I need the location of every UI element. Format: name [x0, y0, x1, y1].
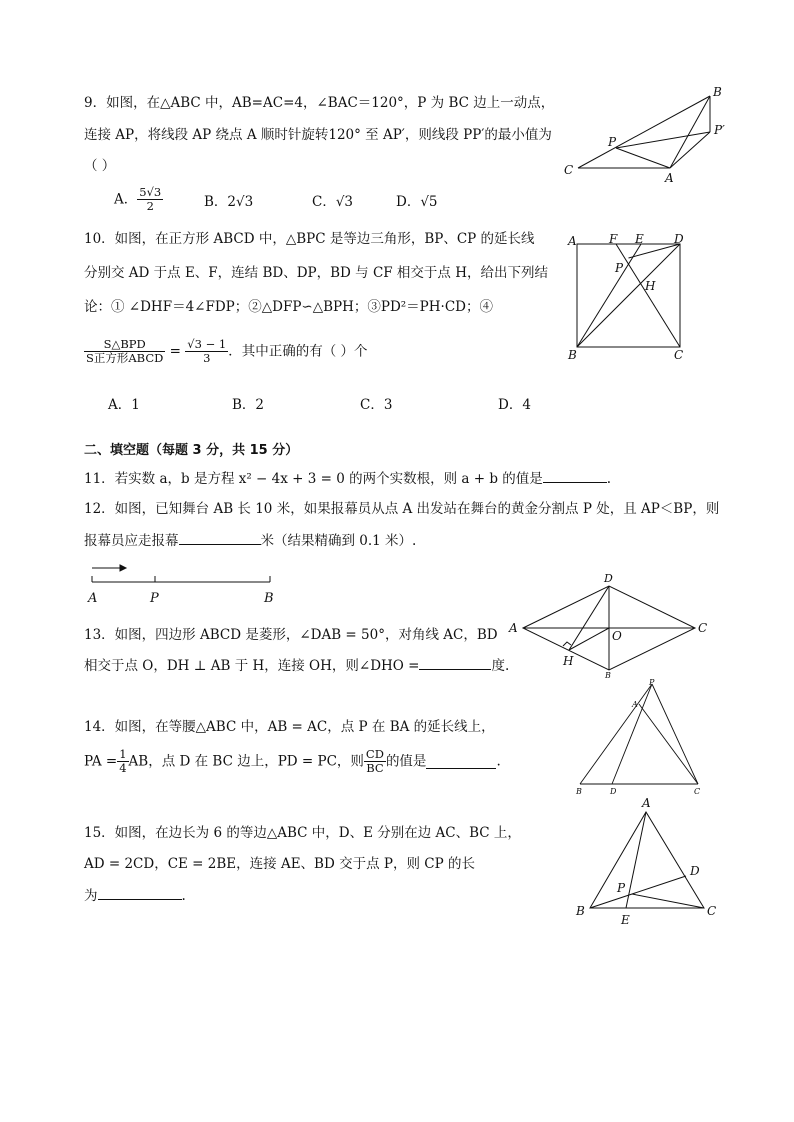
q10-figure — [565, 232, 695, 362]
q10-option-c: C．3 — [360, 397, 393, 413]
q10-label-b: B — [568, 348, 577, 362]
q10-label-c: C — [674, 348, 684, 362]
q12-line-2 — [84, 531, 416, 550]
q9-label-p: P — [608, 135, 617, 149]
q14-seg-ac — [639, 704, 698, 784]
q14-seg-bp — [580, 684, 652, 784]
q14-answer-blank[interactable] — [426, 755, 496, 769]
q13-label-c: C — [698, 621, 708, 635]
q15-label-d: D — [690, 864, 700, 878]
q10-label-p: P — [615, 261, 624, 275]
q9-line-2: 连接 AP，将线段 AP 绕点 A 顺时针旋转120° 至 AP′，则线段 PP′的最小值为 — [84, 127, 552, 143]
q13-figure — [505, 572, 715, 678]
q14-line-2 — [84, 748, 501, 775]
q10-label-e: E — [635, 232, 644, 246]
q14-seg-pd — [612, 684, 652, 784]
q13-text-a: 相交于点 O，DH ⊥ AB 于 H，连接 OH，则∠DHO = — [84, 658, 420, 674]
q14-label-p: P — [649, 678, 655, 687]
q10-line-2: 分别交 AD 于点 E、F，连结 BD、DP，BD 与 CF 相交于点 H，给出下列结 — [84, 265, 548, 281]
q15-label-c: C — [707, 904, 717, 918]
q9-option-a-num: 5√3 — [139, 185, 162, 199]
q10-ratio-line: $\frac{\text{S△BPD}}{\text{S正方形ABCD}}$ = $\frac{√3 - 1}{3}$ ．其中正确的有（ ）个 — [86, 337, 368, 365]
q12-arrow-head — [120, 565, 126, 571]
q13-label-a: A — [509, 621, 518, 635]
q13-label-o: O — [612, 629, 622, 643]
q13-line-1: 13．如图，四边形 ABCD 是菱形，∠DAB = 50°，对角线 AC，BD — [84, 627, 498, 643]
q9-option-c: C．√3 — [312, 194, 354, 210]
q14-text-a: PA = — [84, 753, 118, 770]
q14-quarter-den: 4 — [119, 761, 127, 775]
q14-end: . — [496, 753, 501, 770]
q10-diag-bd — [577, 244, 680, 347]
q13-label-h: H — [563, 654, 574, 668]
q15-triangle — [590, 812, 704, 908]
q10-seg-be — [577, 244, 641, 347]
q10-value-fraction — [185, 338, 228, 365]
q14-ratio-num: CD — [365, 747, 384, 761]
q12-label-p: P — [150, 591, 159, 606]
q15-end: . — [181, 888, 186, 904]
q10-label-a: A — [568, 234, 577, 248]
q12-text-b: 米（结果精确到 0.1 米）. — [260, 533, 417, 549]
q15-line-2: AD = 2CD，CE = 2BE，连接 AE、BD 交于点 P，则 CP 的长 — [84, 856, 475, 872]
q12-line-1: 12．如图，已知舞台 AB 长 10 米，如果报幕员从点 A 出发站在舞台的黄金分割点 P 处，且 AP＜BP，则 — [84, 501, 720, 517]
q10-option-a: A．1 — [108, 397, 140, 413]
q14-ratio-fraction — [364, 748, 386, 775]
q15-seg-ae — [626, 812, 646, 908]
q9-label-p-prime: P′ — [714, 123, 725, 137]
q9-label-a: A — [665, 171, 674, 185]
q9-label-b: B — [713, 85, 722, 99]
q13-answer-blank[interactable] — [419, 656, 491, 670]
q10-area-den: S正方形ABCD — [86, 351, 164, 365]
q10-seg-cf — [616, 244, 680, 347]
q10-option-b: B．2 — [232, 397, 265, 413]
q15-label-b: B — [576, 904, 585, 918]
q15-seg-cp — [632, 894, 704, 908]
q12-label-b: B — [264, 591, 274, 606]
q12-label-a: A — [88, 591, 98, 606]
q13-right-angle-mark — [563, 642, 571, 646]
q13-seg-oh — [569, 628, 609, 650]
q10-tail: ．其中正确的有（ ）个 — [228, 343, 368, 360]
q15-label-a: A — [642, 796, 651, 810]
q14-seg-pc — [652, 684, 698, 784]
q15-label-p: P — [617, 881, 626, 895]
q10-label-d: D — [674, 232, 684, 246]
q11-line — [84, 469, 611, 488]
q14-label-d: D — [610, 787, 617, 796]
q14-text-c: 的值是 — [385, 753, 427, 770]
section-2-heading: 二、填空题（每题 3 分，共 15 分） — [84, 443, 299, 458]
q10-line-3: 论：① ∠DHF＝4∠FDP；②△DFP∽△BPH；③PD²＝PH·CD；④ — [84, 299, 493, 315]
q15-text: 为 — [84, 888, 98, 904]
q14-quarter-fraction — [117, 748, 128, 775]
q9-option-a-label: A． — [114, 191, 138, 208]
q9-option-a-fraction — [137, 186, 163, 213]
q9-option-a — [114, 186, 163, 213]
q9-line-1: 9．如图，在△ABC 中，AB=AC=4，∠BAC＝120°，P 为 BC 边上一动点， — [84, 95, 555, 111]
q10-value-num: √3 − 1 — [187, 337, 227, 351]
q10-option-d: D．4 — [498, 397, 531, 413]
q15-line-1: 15．如图，在边长为 6 的等边△ABC 中，D、E 分别在边 AC、BC 上， — [84, 825, 521, 841]
q10-area-num: S△BPD — [84, 338, 165, 352]
q12-text-a: 报幕员应走报幕 — [84, 533, 179, 549]
q12-figure — [84, 560, 284, 608]
q14-figure — [570, 676, 710, 798]
q11-text: 11．若实数 a，b 是方程 x² − 4x + 3 = 0 的两个实数根，则 a + b 的值是 — [84, 471, 543, 487]
q9-label-c: C — [564, 163, 574, 177]
q14-label-a: A — [632, 700, 638, 709]
q14-ratio-den: BC — [366, 761, 384, 775]
q11-answer-blank[interactable] — [543, 469, 607, 483]
q10-area-fraction — [84, 338, 165, 365]
q14-quarter-num: 1 — [119, 747, 127, 761]
q13-label-b: B — [605, 671, 611, 680]
q15-seg-bd — [590, 876, 686, 908]
q15-figure — [570, 794, 720, 930]
q9-option-b: B．2√3 — [204, 194, 254, 210]
q9-seg-pa — [616, 148, 670, 168]
q9-answer-paren: （ ） — [84, 158, 116, 174]
q10-value-den: 3 — [203, 351, 211, 365]
q12-answer-blank[interactable] — [179, 531, 261, 545]
q9-option-a-den: 2 — [146, 199, 154, 213]
q15-label-e: E — [621, 913, 630, 927]
q10-label-f: F — [609, 232, 618, 246]
q14-label-b: B — [576, 787, 582, 796]
q10-label-h: H — [645, 279, 656, 293]
q9-figure — [560, 82, 740, 185]
q13-line-2 — [84, 656, 509, 675]
q14-label-c: C — [694, 787, 701, 796]
q14-text-b: AB，点 D 在 BC 边上，PD = PC，则 — [128, 753, 364, 770]
q15-line-3 — [84, 886, 186, 905]
q14-line-1: 14．如图，在等腰△ABC 中，AB = AC，点 P 在 BA 的延长线上， — [84, 719, 495, 735]
q13-label-d: D — [604, 572, 613, 585]
q13-text-b: 度. — [491, 658, 510, 674]
q10-line-1: 10．如图，在正方形 ABCD 中，△BPC 是等边三角形，BP、CP 的延长线 — [84, 231, 535, 247]
q11-end: . — [606, 471, 612, 487]
q9-option-d: D．√5 — [396, 194, 438, 210]
q15-answer-blank[interactable] — [98, 886, 182, 900]
